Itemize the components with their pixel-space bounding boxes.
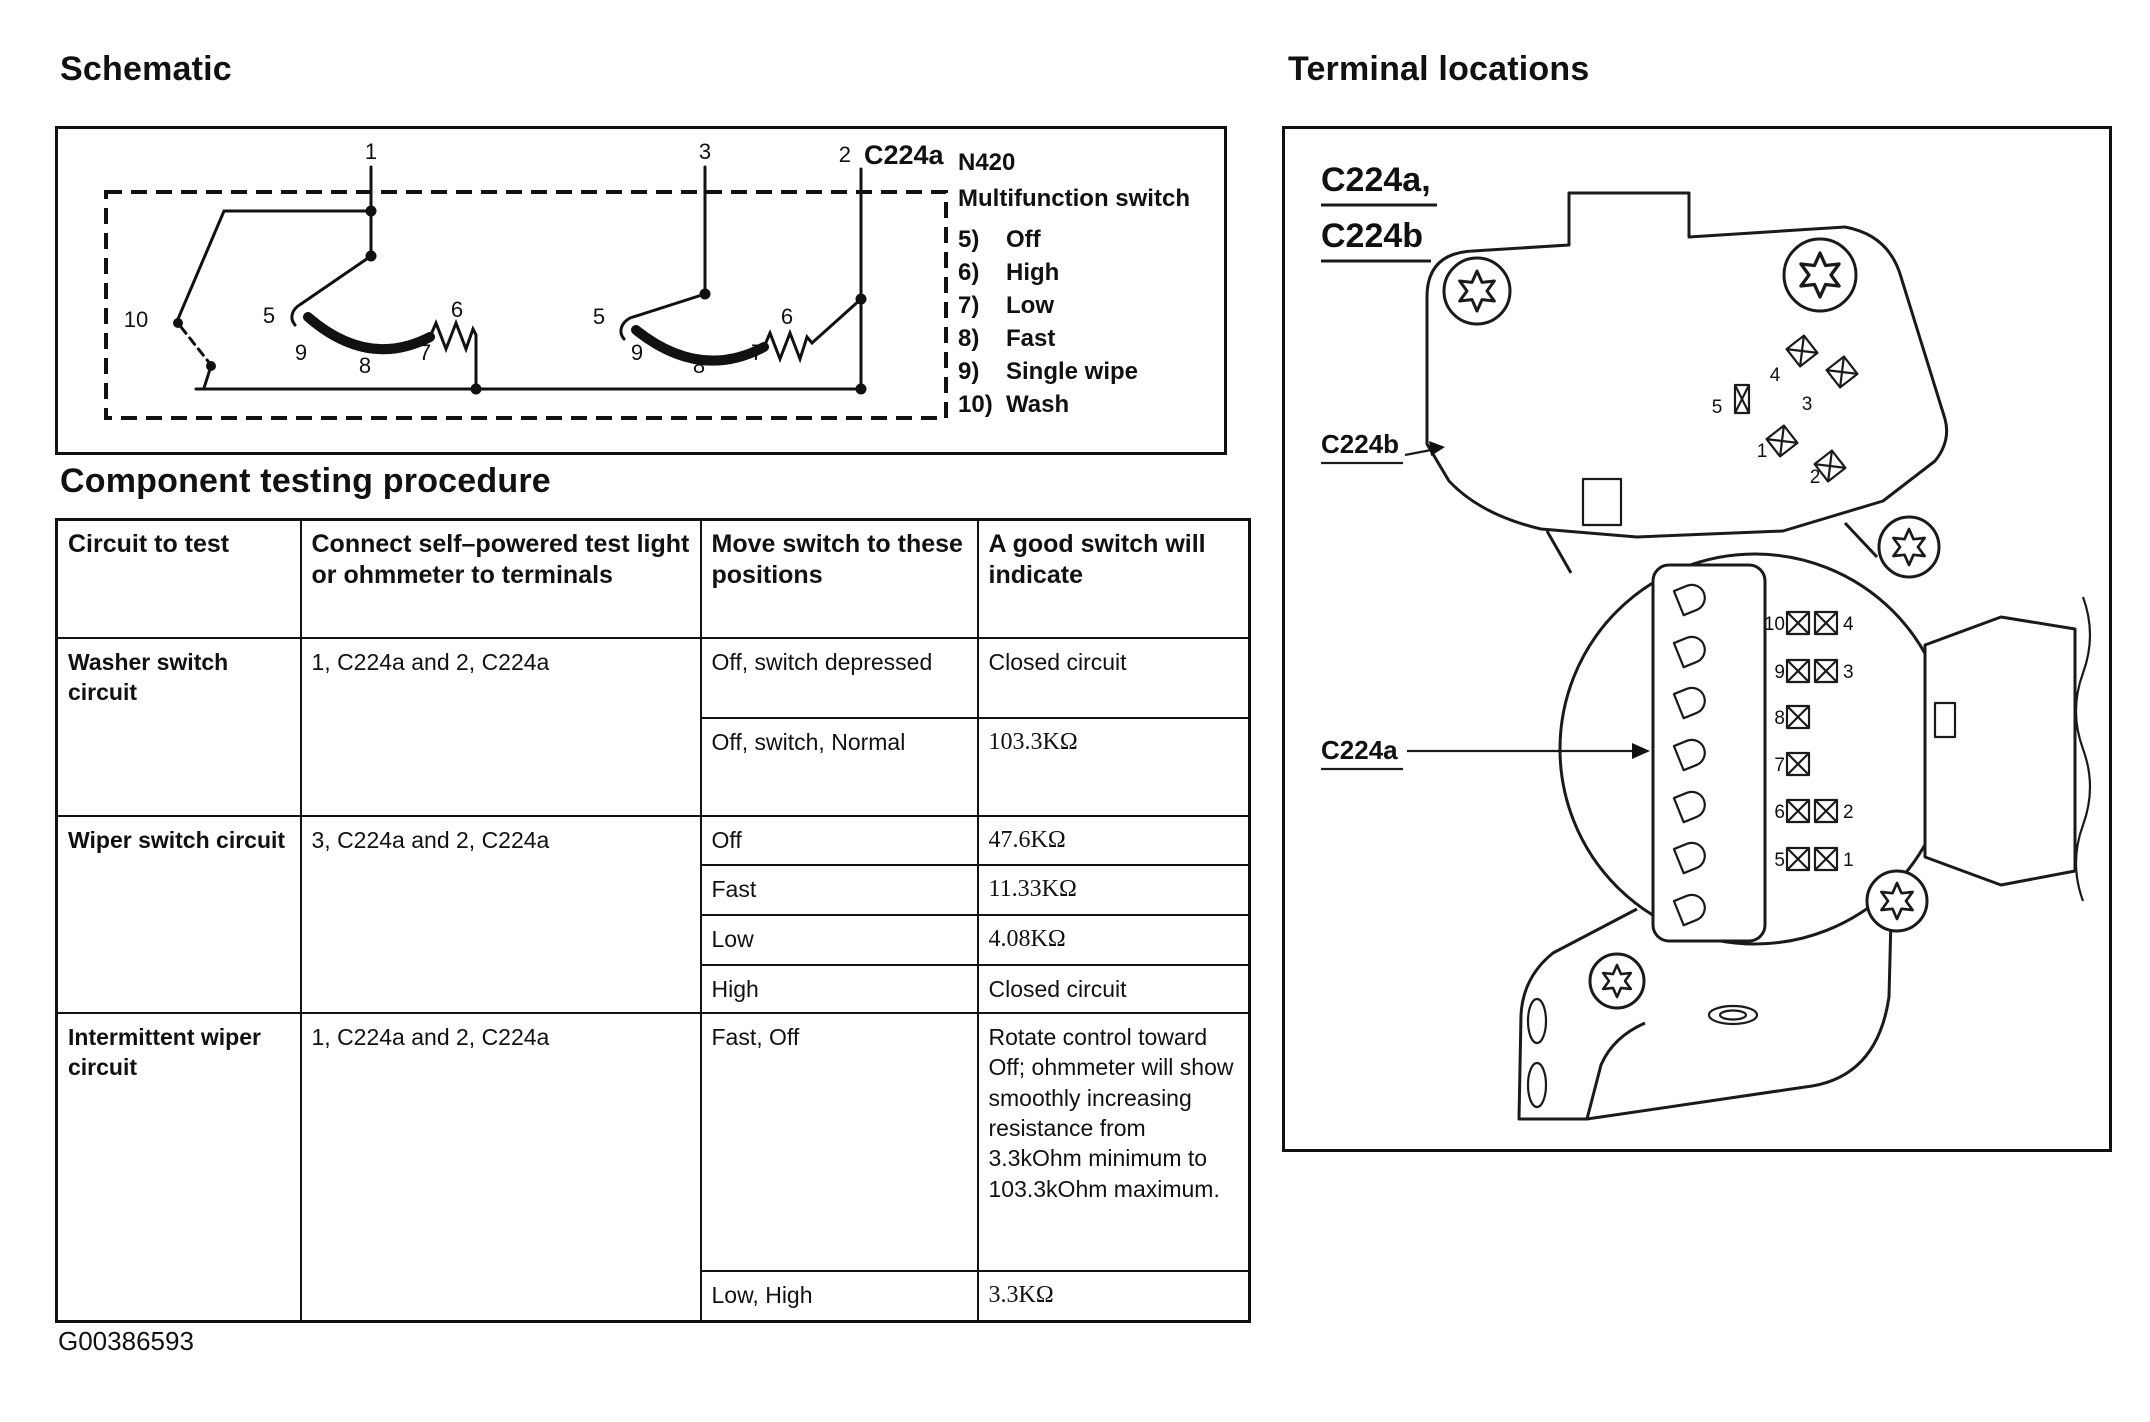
terminal-locations-box: [1282, 126, 2112, 1152]
table-row: [57, 816, 1250, 866]
schematic-box: [55, 126, 1227, 455]
cell-terminals: 3, C224a and 2, C224a: [301, 816, 701, 1013]
s2-terminal-9: 9: [630, 340, 644, 365]
component-testing-table: [55, 518, 1251, 1323]
terminal-locations-heading: Terminal locations: [1288, 50, 1590, 88]
torx-screw-icon: [1879, 517, 1939, 577]
cell-circuit: Wiper switch circuit: [57, 816, 301, 1013]
cell-position: Fast: [701, 865, 978, 915]
cell-indication: Closed circuit: [978, 965, 1250, 1013]
schematic-heading: Schematic: [60, 50, 232, 88]
col-header-connect: Connect self–powered test light or ohmmeter to terminals: [301, 520, 701, 638]
legend-item-number: 5): [958, 226, 980, 253]
terminal-3-label: 3: [698, 139, 712, 164]
pin-row-left: 5: [1774, 850, 1785, 871]
cell-position: High: [701, 965, 978, 1013]
legend-item: [958, 388, 1226, 421]
cell-indication: 4.08KΩ: [978, 915, 1250, 965]
pointer-label-c224a: C224a: [1321, 735, 1398, 765]
switch-name: Multifunction switch: [958, 185, 1190, 212]
cell-indication: Closed circuit: [978, 638, 1250, 718]
torx-screw-icon: [1444, 258, 1510, 324]
switch-code: N420: [958, 149, 1016, 176]
break-line: [2076, 597, 2090, 901]
s1-terminal-9: 9: [294, 340, 308, 365]
pin-row-right: 3: [1843, 662, 1854, 683]
c224b-pin-1-label: 1: [1756, 441, 1768, 462]
torx-screw-icon: [1590, 954, 1644, 1008]
pin-row-left: 10: [1763, 614, 1785, 635]
cell-indication: 103.3KΩ: [978, 718, 1250, 816]
terminal-locations-drawing: [1285, 129, 2115, 1155]
legend-item-label: Wash: [1006, 391, 1070, 418]
col-header-indication: A good switch will indicate: [978, 520, 1250, 638]
pin-row-left: 7: [1774, 755, 1785, 776]
s2-terminal-8: 8: [692, 353, 706, 378]
cell-indication: 3.3KΩ: [978, 1271, 1250, 1321]
c224b-pin-3-label: 3: [1801, 394, 1813, 415]
harness-connector-shell: [1925, 617, 2075, 885]
switch-housing: [1427, 193, 2090, 1119]
legend-item-number: 6): [958, 259, 980, 286]
legend-item: [958, 322, 1226, 355]
cell-position: Low, High: [701, 1271, 978, 1321]
legend-item: [958, 355, 1226, 388]
cell-position: Fast, Off: [701, 1013, 978, 1271]
c224b-pin-5-label: 5: [1711, 397, 1723, 418]
legend-item: [958, 289, 1226, 322]
legend-item: [958, 223, 1226, 256]
schematic-circuit: [106, 139, 946, 418]
s1-terminal-5: 5: [262, 303, 276, 328]
mounting-foot: [1519, 909, 1645, 1119]
wash-switch: [173, 318, 216, 388]
c224b-pin-4-label: 4: [1769, 365, 1781, 386]
cell-position: Low: [701, 915, 978, 965]
s1-terminal-6: 6: [450, 297, 464, 322]
wiper-section-2: [621, 289, 867, 395]
table-row: [57, 638, 1250, 718]
legend-item-number: 9): [958, 358, 980, 385]
s1-terminal-7: 7: [418, 340, 432, 365]
pin-row-left: 8: [1774, 708, 1785, 729]
c224b-pin-2-label: 2: [1809, 467, 1821, 488]
cell-indication: Rotate control toward Off; ohmmeter will show smoothly increasing resistance from 3.3kOhm minimum to 103.3kOhm maximum.: [978, 1013, 1250, 1271]
pointer-label-c224b: C224b: [1321, 429, 1400, 459]
s2-terminal-6: 6: [780, 304, 794, 329]
pin-row-right: 2: [1843, 802, 1854, 823]
legend-item-number: 10): [958, 391, 993, 418]
table-row: [57, 1013, 1250, 1271]
cell-terminals: 1, C224a and 2, C224a: [301, 1013, 701, 1321]
legend-item-label: High: [1006, 259, 1060, 286]
table-header-row: [57, 520, 1250, 638]
torx-screw-icon: [1784, 239, 1856, 311]
wash-terminal-label: 10: [123, 307, 149, 332]
cell-indication: 11.33KΩ: [978, 865, 1250, 915]
s2-terminal-5: 5: [592, 304, 606, 329]
connector-title-c224b: C224b: [1321, 217, 1424, 255]
legend-item-label: Off: [1006, 226, 1041, 253]
upper-bracket: [1427, 193, 1947, 537]
legend-item-number: 7): [958, 292, 980, 319]
cell-position: Off, switch, Normal: [701, 718, 978, 816]
terminal-2-label: 2: [838, 142, 851, 167]
figure-code: G00386593: [58, 1326, 194, 1356]
cell-circuit: Intermittent wiper circuit: [57, 1013, 301, 1321]
s1-terminal-8: 8: [358, 353, 372, 378]
connector-title-c224a: C224a,: [1321, 161, 1431, 199]
cell-circuit: Washer switch circuit: [57, 638, 301, 816]
pin-row-left: 6: [1774, 802, 1785, 823]
legend-item: [958, 256, 1226, 289]
legend-item-label: Single wipe: [1006, 358, 1139, 385]
c224a-connector: [1653, 565, 1765, 941]
torx-screw-icon: [1867, 871, 1927, 931]
dashed-boundary: [106, 192, 946, 418]
terminal-1-label: 1: [364, 139, 378, 164]
legend-item-number: 8): [958, 325, 980, 352]
s2-terminal-7: 7: [750, 340, 764, 365]
pin-row-right: 1: [1843, 850, 1854, 871]
schematic-legend: [958, 149, 1226, 421]
cell-indication: 47.6KΩ: [978, 816, 1250, 866]
testing-heading: Component testing procedure: [60, 462, 551, 500]
cell-position: Off: [701, 816, 978, 866]
cell-position: Off, switch depressed: [701, 638, 978, 718]
legend-item-label: Low: [1006, 292, 1054, 319]
cell-terminals: 1, C224a and 2, C224a: [301, 638, 701, 816]
col-header-circuit: Circuit to test: [57, 520, 301, 638]
connector-c224a-label: C224a: [864, 140, 944, 170]
pin-row-left: 9: [1774, 662, 1785, 683]
component-testing-section: [55, 518, 1251, 1323]
col-header-positions: Move switch to these positions: [701, 520, 978, 638]
legend-item-label: Fast: [1006, 325, 1056, 352]
pin-row-right: 4: [1843, 614, 1854, 635]
